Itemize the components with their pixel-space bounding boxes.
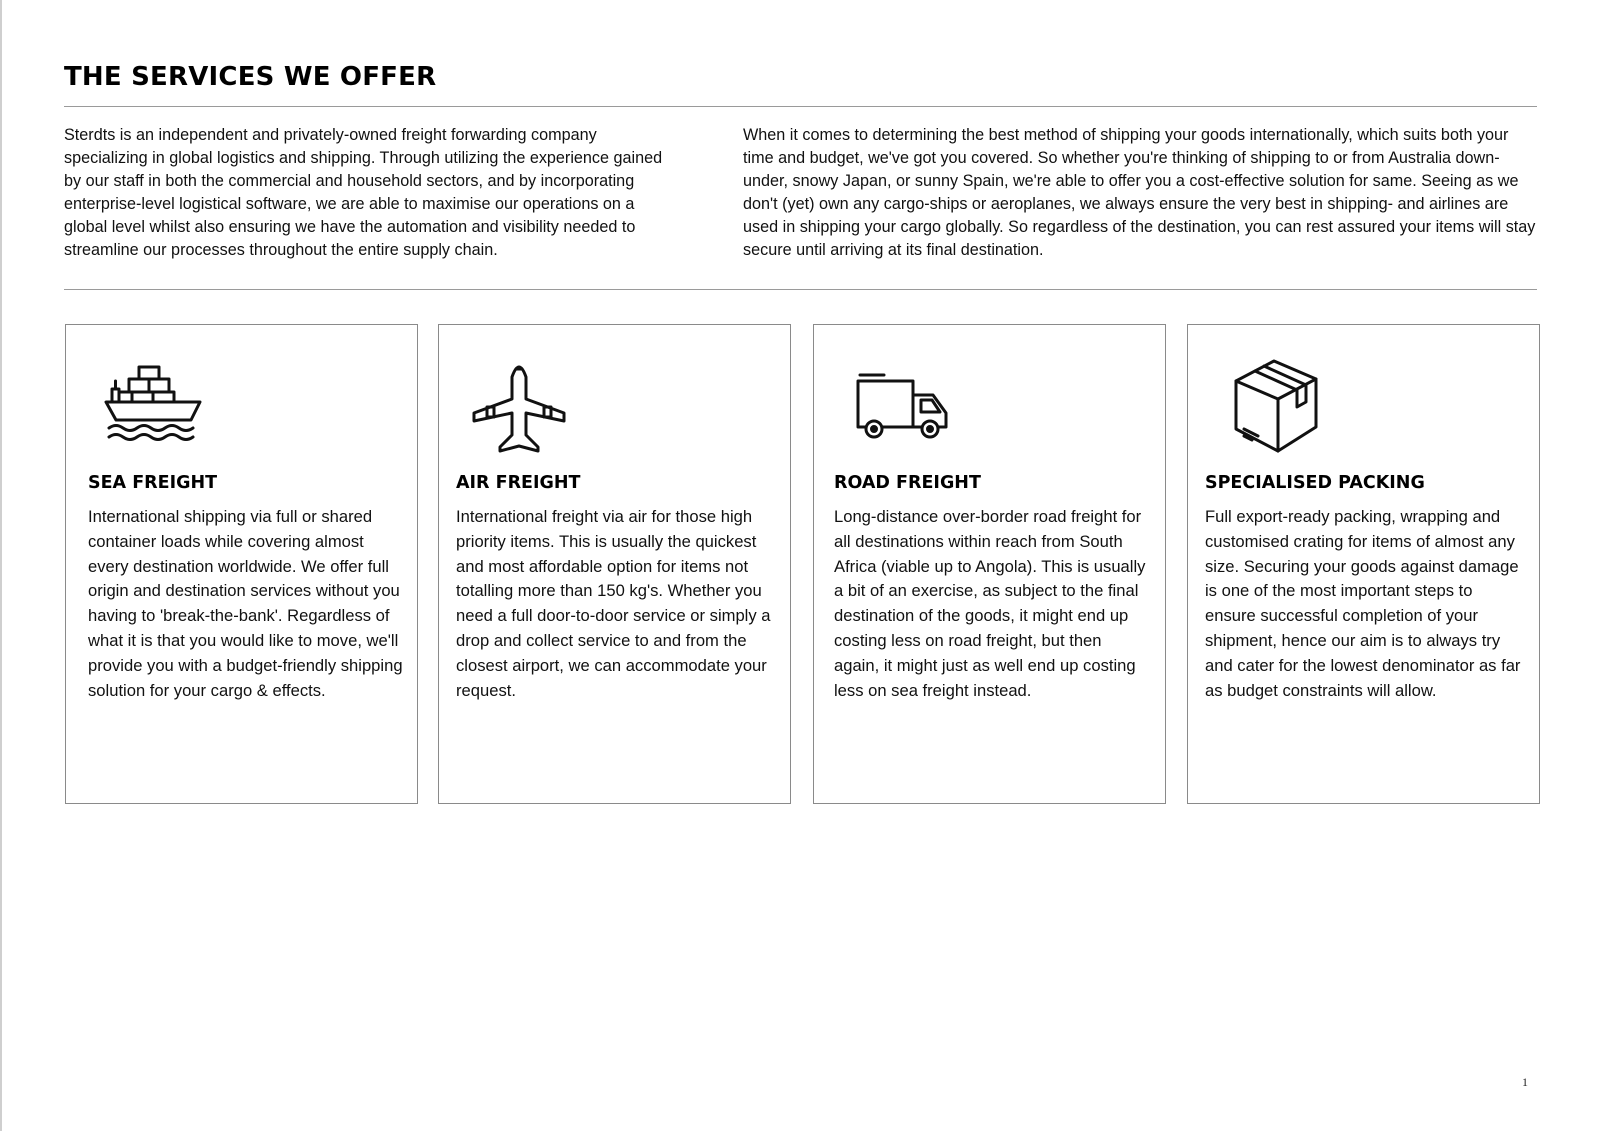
service-title: AIR FREIGHT	[456, 473, 581, 493]
service-description: International shipping via full or shared container loads while covering almost every destination worldwide. We offer full origin and destination services without you having to 'break-the-bank'. Regardless of what it is that you would like to move, we'll provide you with a budget-friendly shipping solution for your cargo & effects.	[88, 507, 403, 700]
airplane-icon	[469, 355, 569, 455]
page-number: 1	[1522, 1075, 1528, 1089]
service-card-air-freight	[438, 324, 791, 804]
intro-divider	[64, 289, 1537, 290]
service-card-sea-freight	[65, 324, 418, 804]
intro-paragraph-left: Sterdts is an independent and privately-owned freight forwarding company specializing in global logistics and shipping. Through utilizing the experience gained by our staff in both the commercial and household sectors, and by incorporating enterprise-level logistical software, we are able to maximise our operations on a global level whilst also ensuring we have the automation and visibility needed to streamline our processes throughout the entire supply chain.	[64, 126, 663, 259]
service-title: SEA FREIGHT	[88, 473, 218, 493]
service-card-specialised-packing	[1187, 324, 1540, 804]
service-description: Full export-ready packing, wrapping and customised crating for items of almost any size. Securing your goods against damage is one of the most important steps to ensure successful completion of your shipment, hence our aim is to always try and cater for the lowest denominator as far as budget constraints will allow.	[1205, 507, 1521, 700]
package-box-icon	[1228, 355, 1328, 455]
cargo-ship-icon	[103, 355, 203, 455]
service-description: International freight via air for those high priority items. This is usually the quickest and most affordable option for items not totalling more than 150 kg's. Whether you need a full door-to-door service or simply a drop and collect service to and from the closest airport, we can accommodate your request.	[456, 507, 771, 700]
page-edge	[0, 0, 2, 1131]
delivery-truck-icon	[854, 355, 954, 455]
service-title: SPECIALISED PACKING	[1205, 473, 1425, 493]
title-divider	[64, 106, 1537, 107]
service-card-road-freight	[813, 324, 1166, 804]
page-title: THE SERVICES WE OFFER	[64, 62, 437, 92]
service-description: Long-distance over-border road freight for all destinations within reach from South Africa (viable up to Angola). This is usually a bit of an exercise, as subject to the final destination of the goods, it might end up costing less on road freight, but then again, it might just as well end up costing less on sea freight instead.	[834, 507, 1146, 700]
intro-paragraph-right: When it comes to determining the best method of shipping your goods internationally, which suits both your time and budget, we've got you covered. So whether you're thinking of shipping to or from Australia down-under, snowy Japan, or sunny Spain, we're able to offer you a cost-effective solution for same. Seeing as we don't (yet) own any cargo-ships or aeroplanes, we always ensure the very best in shipping- and airlines are used in shipping your cargo globally. So regardless of the destination, you can rest assured your items will stay secure until arriving at its final destination.	[743, 126, 1536, 259]
service-title: ROAD FREIGHT	[834, 473, 981, 493]
